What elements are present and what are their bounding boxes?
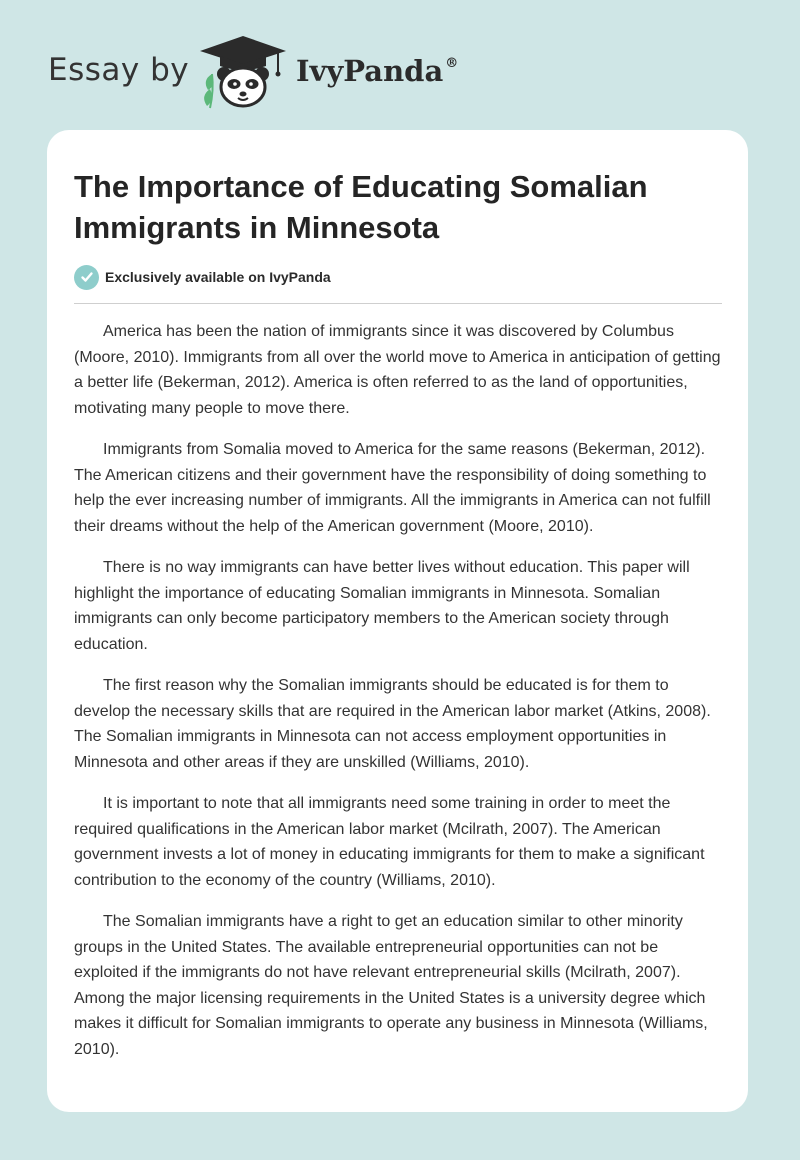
exclusive-badge <box>74 264 331 290</box>
paragraph: It is important to note that all immigrants need some training in order to meet the required qualifications in the American labor market (Mcilrath, 2007). The American government invests a lot of money in educating immigrants for them to make a significant contribution to the economy of the country (Williams, 2010). <box>74 795 705 889</box>
paragraph: There is no way immigrants can have better lives without education. This paper will highlight the importance of educating Somalian immigrants in Minnesota. Somalian immigrants can only become participatory members to the American society through education. <box>74 559 690 653</box>
essay-body <box>74 319 724 1078</box>
panda-graduate-logo-icon[interactable] <box>198 34 288 110</box>
divider <box>74 303 722 304</box>
paragraph: Immigrants from Somalia moved to America for the same reasons (Bekerman, 2012). The American citizens and their government have the responsibility of doing something to help the ever increasing number of immigrants. All the immigrants in America can not fulfill their dreams without the help of the American government (Moore, 2010). <box>74 441 711 535</box>
registered-mark: ® <box>445 56 459 71</box>
exclusive-label: Exclusively available on IvyPanda <box>105 269 331 285</box>
paragraph: The first reason why the Somalian immigrants should be educated is for them to develop the necessary skills that are required in the American labor market (Atkins, 2008). The Somalian immigrants in Minnesota can not access employment opportunities in Minnesota and other areas if they are unskilled (Williams, 2010). <box>74 677 711 771</box>
essay-card <box>47 130 748 1112</box>
paragraph: America has been the nation of immigrants since it was discovered by Columbus (Moore, 2010). Immigrants from all over the world move to America in anticipation of getting a better life (Bekerman, 2012). America is often referred to as the land of opportunities, motivating many people to move there. <box>74 323 721 417</box>
check-circle-icon <box>74 265 99 290</box>
essay-title: The Importance of Educating Somalian Immigrants in Minnesota <box>74 169 648 245</box>
site-header <box>48 30 748 110</box>
brand-name[interactable]: IvyPanda ® <box>296 54 459 88</box>
essay-by-label: Essay by <box>48 52 190 88</box>
paragraph: The Somalian immigrants have a right to get an education similar to other minority groups in the United States. The available entrepreneurial opportunities can not be exploited if the immigrants do not have relevant entrepreneurial skills (Mcilrath, 2007). Among the major licensing requirements in the United States is a university degree which makes it difficult for Somalian immigrants to operate any business in Minnesota (Williams, 2010). <box>74 913 708 1058</box>
